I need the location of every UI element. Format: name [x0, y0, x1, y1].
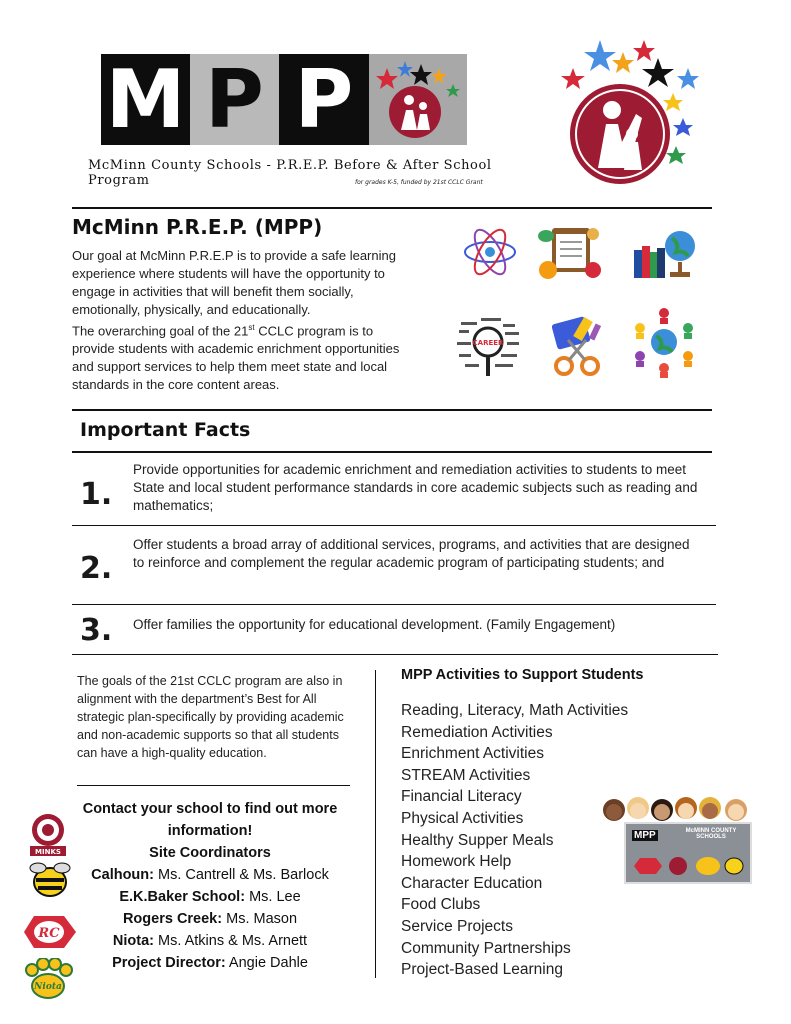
- facts-title: Important Facts: [80, 419, 251, 441]
- program-flyer: [624, 822, 752, 884]
- list-item: Remediation Activities: [401, 723, 553, 741]
- funding-note: for grades K-5, funded by 21st CCLC Grant: [355, 179, 483, 186]
- list-item: Character Education: [401, 874, 543, 892]
- clipboard-food-icon: [538, 222, 604, 284]
- rc-chiefs-mascot-icon: [20, 912, 78, 952]
- list-item: Community Partnerships: [401, 939, 571, 957]
- activities-list: [401, 700, 628, 981]
- list-item: Homework Help: [401, 853, 512, 871]
- global-community-icon: [630, 306, 698, 378]
- list-item: Reading, Literacy, Math Activities: [401, 702, 629, 719]
- list-item: Project-Based Learning: [401, 961, 563, 979]
- hornet-mascot-icon: [28, 860, 72, 902]
- intro-paragraph-1: Our goal at McMinn P.R.E.P is to provide a safe learning experience where students will have the opportunity to engage in activities that will benefit them socially, emotionally, physically, and educationally.: [72, 248, 396, 317]
- flyer-mascots-icon: [630, 854, 746, 878]
- flyer-brand: MPP: [634, 830, 656, 841]
- logo-emblem-box: [369, 54, 467, 145]
- fact-3-text: Offer families the opportunity for educational development. (Family Engagement): [133, 617, 616, 632]
- coordinators-heading: Site Coordinators: [149, 845, 271, 861]
- alignment-text: The goals of the 21st CCLC program are also in alignment with the department’s Best for All strategic plan-specifically by providing academic and non-academic supports so that all students can have a high-quality education.: [77, 674, 344, 760]
- facts-top-divider: [72, 409, 712, 411]
- logo-small-emblem: [373, 56, 463, 144]
- site-ek-baker: E.K.Baker School: Ms. Lee: [119, 889, 301, 905]
- minks-label: MINKS: [35, 848, 61, 856]
- site-calhoun: Calhoun: Ms. Cantrell & Ms. Barlock: [91, 867, 329, 883]
- contact-heading: Contact your school to find out more information!: [82, 801, 338, 839]
- list-item: Food Clubs: [401, 896, 481, 914]
- list-item: Physical Activities: [401, 809, 524, 827]
- logo-letter-p1: P: [190, 54, 279, 145]
- fact-divider: [72, 525, 716, 526]
- niota-label: Niota: [34, 982, 62, 992]
- fact-1-text: Provide opportunities for academic enrichment and remediation activities to students to meet State and local student performance standards in core academic subjects such as reading and mathematics;: [133, 462, 698, 513]
- list-item: Service Projects: [401, 917, 513, 935]
- program-subtitle: McMinn County Schools - P.R.E.P. Before & After School Program: [88, 158, 492, 188]
- contact-block: [60, 798, 360, 974]
- career-word-cloud-icon: [455, 312, 521, 378]
- facts-title-divider: [72, 451, 712, 453]
- list-item: STREAM Activities: [401, 766, 531, 784]
- logo-letter-m: M: [101, 54, 190, 145]
- flyer-title: McMINN COUNTY SCHOOLS: [685, 828, 737, 840]
- left-divider: [77, 785, 350, 786]
- intro-title: McMinn P.R.E.P. (MPP): [72, 215, 323, 239]
- site-rogers-creek: Rogers Creek: Ms. Mason: [122, 911, 298, 927]
- site-niota: Niota: Ms. Atkins & Ms. Arnett: [112, 933, 308, 949]
- atom-icon: [462, 222, 518, 282]
- list-item: Healthy Supper Meals: [401, 831, 554, 849]
- facts-bottom-divider: [72, 654, 718, 655]
- intro-paragraph-2: The overarching goal of the 21st CCLC program is to provide students with academic enrichment opportunities and support services to help them meet state and local standards in the core content areas.: [72, 323, 400, 393]
- craft-scissors-icon: [548, 316, 608, 378]
- fact-2-text: Offer students a broad array of additional services, programs, and activities that are designed to reinforce and complement the regular academic program of participating students; and: [133, 537, 690, 570]
- list-item: Financial Literacy: [401, 788, 522, 806]
- project-director: Project Director: Angie Dahle: [112, 955, 308, 971]
- minks-mascot-icon: [26, 812, 70, 858]
- rc-label: RC: [38, 926, 60, 941]
- career-label: CAREER: [472, 339, 504, 347]
- logo-letter-p2: P: [279, 54, 369, 145]
- fact-1-number: 1.: [80, 477, 113, 512]
- fact-3-number: 3.: [80, 613, 113, 648]
- intro-text: [72, 247, 417, 394]
- fact-divider: [72, 604, 716, 605]
- activities-title: MPP Activities to Support Students: [401, 667, 644, 683]
- niota-paw-mascot-icon: [22, 958, 74, 1002]
- header-divider: [72, 207, 712, 209]
- list-item: Enrichment Activities: [401, 745, 544, 763]
- mpp-emblem-icon: [558, 38, 708, 188]
- column-divider: [375, 670, 376, 978]
- fact-2-number: 2.: [80, 551, 113, 586]
- books-globe-icon: [632, 226, 698, 280]
